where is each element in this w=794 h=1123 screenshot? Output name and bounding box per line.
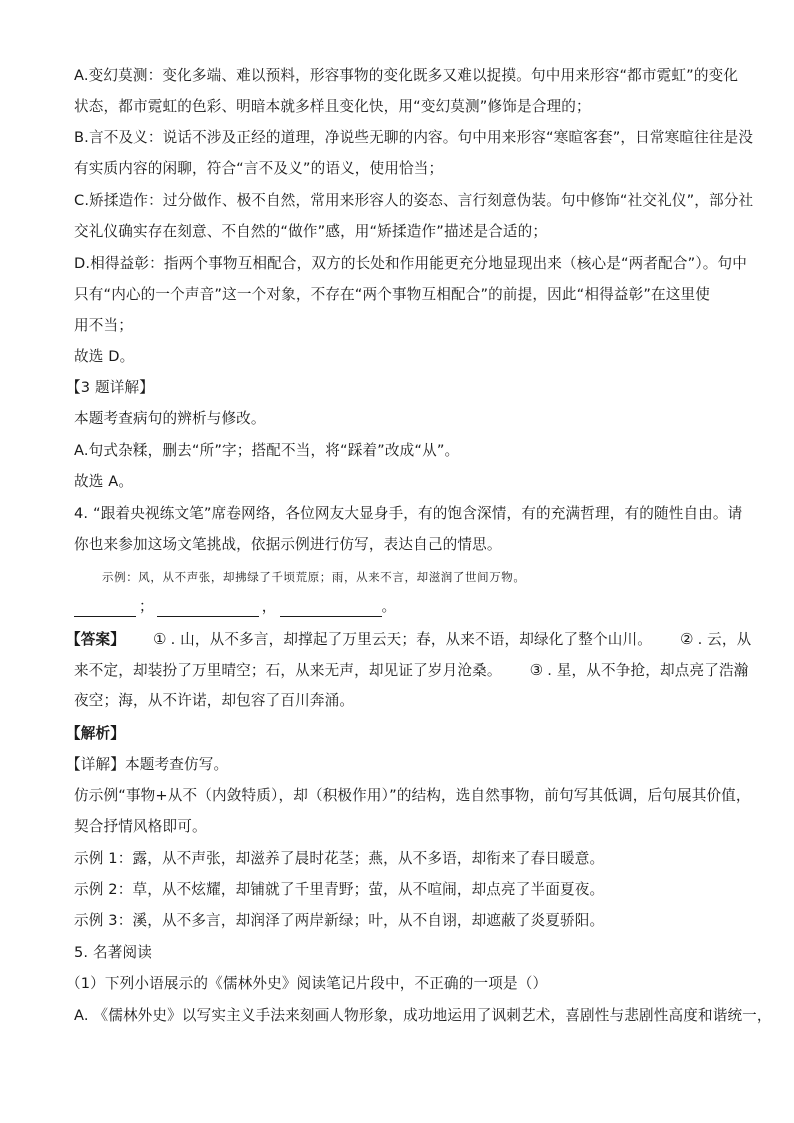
answer-mark-2: ② [679, 630, 694, 648]
q3-detail-line-2: A.句式杂糅，删去“所”字；搭配不当，将“踩着”改成“从”。 [74, 442, 460, 459]
answer-line-3: 夜空；海，从不许诺，却包容了百川奔涌。 [74, 692, 355, 709]
answer-blank-1[interactable] [74, 602, 136, 617]
option-d-line-2: 只有“内心的一个声音”这一个对象，不存在“两个事物互相配合”的前提，因此“相得益彰”在这里使 [74, 286, 711, 303]
option-d-line-3: 用不当； [74, 317, 133, 334]
q4-prompt-line-2: 你也来参加这场文笔挑战，依据示例进行仿写，表达自己的情思。 [74, 536, 502, 553]
option-c-line-2: 交礼仪确实存在刻意、不自然的“做作”感，用“矫揉造作”描述是合适的； [74, 223, 548, 240]
answer-3-start: . 星，从不争抢，却点亮了浩瀚 [547, 662, 749, 679]
option-a-line-1: A.变幻莫测：变化多端、难以预料，形容事物的变化既多又难以捉摸。句中用来形容“都市霓虹”的变化 [74, 67, 739, 84]
answer-mark-1: ① [152, 630, 167, 648]
answer-2-end: 来不定，却装扮了万里晴空；石，从来无声，却见证了岁月沧桑。 [74, 662, 502, 679]
q4-prompt-line-1: 4. “跟着央视练文笔”席卷网络，各位网友大显身手，有的饱含深情，有的充满哲理，有的随性自由。请 [74, 505, 743, 522]
blank-separator-2: ， [261, 598, 277, 615]
blank-end: 。 [381, 598, 397, 615]
sample-3: 示例 3：溪，从不多言，却润泽了两岸新绿；叶，从不自诩，却遮蔽了炎夏骄阳。 [74, 912, 605, 929]
detail-heading: 【详解】本题考查仿写。 [66, 756, 229, 773]
analysis-tag: 【解析】 [66, 725, 125, 742]
answer-tag: 【答案】 [66, 631, 125, 648]
answer-line-2 [74, 660, 749, 681]
option-c-line-1: C.矫揉造作：过分做作、极不自然，常用来形容人的姿态、言行刻意伪装。句中修饰“社交礼仪”，部分社 [74, 192, 754, 209]
detail-line-1: 仿示例“事物+从不（内敛特质），却（积极作用）”的结构，选自然事物，前句写其低调，后句展其价值， [74, 787, 751, 804]
answer-1: . 山，从不多言，却撑起了万里云天；春，从来不语，却绿化了整个山川。 [170, 631, 652, 648]
answer-line-1 [66, 629, 752, 650]
answer-2-start: . 云，从 [697, 631, 752, 648]
choose-a: 故选 A。 [74, 473, 134, 490]
answer-blanks [74, 597, 724, 617]
q5-heading: 5. 名著阅读 [74, 944, 152, 961]
choose-d: 故选 D。 [74, 348, 135, 365]
sample-1: 示例 1：露，从不声张，却滋养了晨时花茎；燕，从不多语，却衔来了春日暖意。 [74, 850, 605, 867]
option-b-line-2: 有实质内容的闲聊，符合“言不及义”的语义，使用恰当； [74, 160, 444, 177]
q4-example: 示例：风，从不声张，却拂绿了千顷荒原；雨，从来不言，却滋润了世间万物。 [102, 570, 526, 584]
option-d-line-1: D.相得益彰：指两个事物互相配合，双方的长处和作用能更充分地显现出来（核心是“两者配合”）。句中 [74, 255, 748, 272]
detail-line-2: 契合抒情风格即可。 [74, 818, 207, 835]
sample-2: 示例 2：草，从不炫耀，却铺就了千里青野；萤，从不喧闹，却点亮了半面夏夜。 [74, 881, 605, 898]
q3-detail-line-1: 本题考查病句的辨析与修改。 [74, 410, 266, 427]
answer-blank-3[interactable] [280, 602, 382, 617]
answer-blank-2[interactable] [157, 602, 259, 617]
q3-detail-heading: 【3 题详解】 [66, 379, 154, 396]
blank-separator-1: ； [139, 598, 154, 615]
q5-sub-question: （1）下列小语展示的《儒林外史》阅读笔记片段中，不正确的一项是（） [66, 975, 548, 992]
option-b-line-1: B.言不及义：说话不涉及正经的道理，净说些无聊的内容。句中用来形容“寒暄客套”，日常寒暄往往是没 [74, 129, 754, 146]
answer-mark-3: ③ [529, 661, 544, 679]
q5-option-a: A. 《儒林外史》以写实主义手法来刻画人物形象，成功地运用了讽刺艺术，喜剧性与悲剧性高度和谐统一， [74, 1007, 772, 1024]
option-a-line-2: 状态，都市霓虹的色彩、明暗本就多样且变化快，用“变幻莫测”修饰是合理的； [74, 98, 591, 115]
